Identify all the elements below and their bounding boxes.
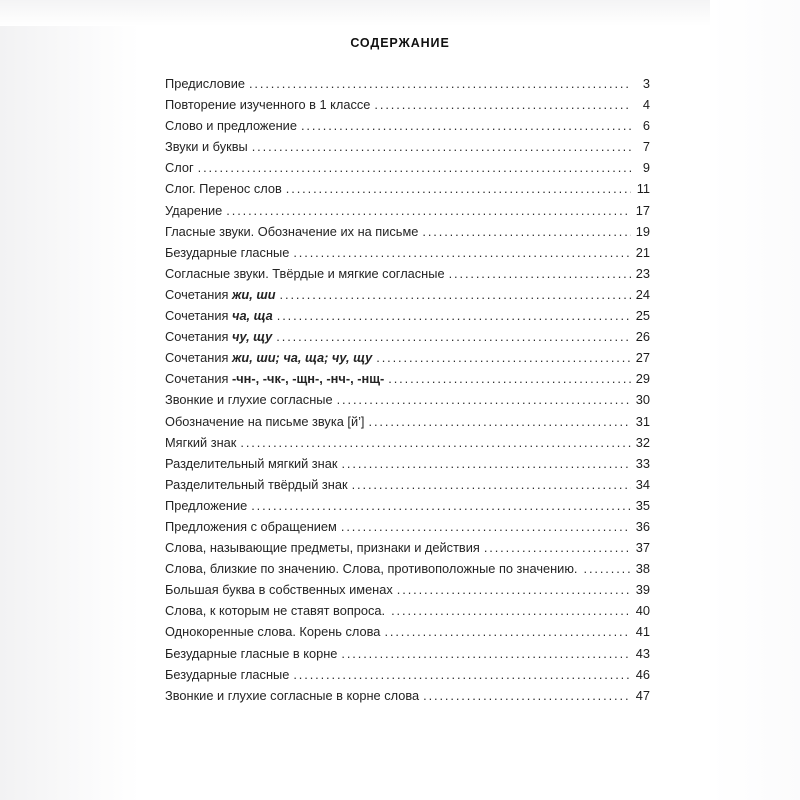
toc-entry-label: Слово и предложение — [165, 118, 297, 134]
toc-entry-label: Ударение — [165, 202, 223, 218]
toc-entry-label: Предложения с обращением — [165, 518, 337, 534]
toc-entry[interactable] — [165, 456, 650, 477]
toc-entry-label: Повторение изученного в 1 классе — [165, 97, 371, 113]
toc-leader-dots — [286, 181, 631, 194]
toc-entry[interactable] — [165, 266, 650, 287]
toc-entry[interactable] — [165, 203, 650, 224]
toc-leader-dots — [301, 118, 631, 131]
toc-entry-page-number: 26 — [635, 329, 650, 345]
toc-leader-dots — [293, 667, 631, 680]
toc-leader-dots — [583, 561, 631, 574]
toc-leader-dots — [449, 266, 631, 279]
toc-entry[interactable] — [165, 97, 650, 118]
toc-entry-label: Безударные гласные — [165, 244, 290, 260]
toc-leader-dots — [240, 435, 631, 448]
toc-entry-label: Слова, к которым не ставят вопроса. — [165, 603, 386, 619]
toc-entry[interactable] — [165, 350, 650, 371]
toc-entry[interactable] — [165, 308, 650, 329]
toc-entry-page-number: 4 — [642, 97, 650, 113]
toc-entry[interactable] — [165, 181, 650, 202]
toc-entry-page-number: 25 — [635, 308, 650, 324]
toc-entry-label: Слова, близкие по значению. Слова, противоположные по значению. — [165, 561, 578, 577]
toc-entry-label: Слог. Перенос слов — [165, 181, 282, 197]
toc-entry-emphasis: ча, ща — [231, 308, 273, 324]
toc-leader-dots — [374, 97, 631, 110]
toc-entry-label: Предисловие — [165, 76, 245, 91]
toc-leader-dots — [384, 624, 631, 637]
toc-entry-page-number: 37 — [635, 540, 650, 556]
toc-leader-dots — [341, 519, 631, 532]
toc-leader-dots — [341, 456, 631, 469]
toc-leader-dots — [280, 287, 631, 300]
toc-entry[interactable] — [165, 76, 650, 97]
toc-entry-label: Гласные звуки. Обозначение их на письме — [165, 223, 419, 239]
toc-entry-page-number: 31 — [635, 413, 650, 429]
toc-entry-page-number: 6 — [642, 118, 650, 134]
toc-entry[interactable] — [165, 118, 650, 139]
page-title: СОДЕРЖАНИЕ — [350, 36, 450, 50]
toc-leader-dots — [252, 139, 631, 152]
toc-entry-page-number: 21 — [635, 244, 650, 260]
toc-entry[interactable] — [165, 371, 650, 392]
toc-entry[interactable] — [165, 624, 650, 645]
toc-entry[interactable] — [165, 435, 650, 456]
toc-entry-label: Мягкий знак — [165, 434, 237, 450]
toc-entry-emphasis: чу, щу — [231, 329, 273, 345]
toc-entry[interactable] — [165, 646, 650, 667]
toc-leader-dots — [376, 350, 631, 363]
toc-entry[interactable] — [165, 477, 650, 498]
toc-entry-label: Согласные звуки. Твёрдые и мягкие согласные — [165, 265, 445, 281]
toc-leader-dots — [249, 76, 631, 89]
toc-entry-label: Звуки и буквы — [165, 139, 248, 155]
toc-leader-dots — [277, 308, 631, 321]
toc-entry[interactable] — [165, 603, 650, 624]
toc-entry-label: Разделительный мягкий знак — [165, 455, 338, 471]
toc-entry[interactable] — [165, 245, 650, 266]
toc-entry[interactable] — [165, 519, 650, 540]
toc-entry[interactable] — [165, 582, 650, 603]
toc-entry-page-number: 7 — [642, 139, 650, 155]
toc-entry-page-number: 36 — [635, 518, 650, 534]
toc-leader-dots — [352, 477, 631, 490]
toc-entry[interactable] — [165, 224, 650, 245]
toc-entry-page-number: 40 — [635, 603, 650, 619]
toc-entry-label: Звонкие и глухие согласные в корне слова — [165, 687, 420, 703]
toc-entry-page-number: 33 — [635, 455, 650, 471]
toc-entry-emphasis: жи, ши; ча, ща; чу, щу — [231, 350, 373, 366]
toc-entry[interactable] — [165, 392, 650, 413]
toc-entry-page-number: 23 — [635, 265, 650, 281]
toc-entry-label: Сочетания чу, щу — [165, 329, 273, 345]
toc-entry-page-number: 9 — [642, 160, 650, 176]
toc-leader-dots — [337, 392, 631, 405]
toc-entry[interactable] — [165, 561, 650, 582]
toc-leader-dots — [198, 160, 631, 173]
toc-leader-dots — [251, 498, 631, 511]
toc-leader-dots — [276, 329, 631, 342]
toc-entry[interactable] — [165, 540, 650, 561]
toc-leader-dots — [293, 245, 631, 258]
toc-entry[interactable] — [165, 688, 650, 709]
toc-entry-page-number: 32 — [635, 434, 650, 450]
toc-entry-page-number: 39 — [635, 582, 650, 598]
toc-entry-label: Однокоренные слова. Корень слова — [165, 624, 381, 640]
toc-entry[interactable] — [165, 139, 650, 160]
toc-leader-dots — [484, 540, 631, 553]
toc-leader-dots — [391, 603, 631, 616]
toc-entry[interactable] — [165, 414, 650, 435]
toc-entry-emphasis: -чн-, -чк-, -щн-, -нч-, -нщ- — [231, 371, 385, 387]
toc-entry[interactable] — [165, 329, 650, 350]
toc-entry[interactable] — [165, 498, 650, 519]
toc-leader-dots — [226, 203, 631, 216]
toc-leader-dots — [369, 414, 632, 427]
toc-entry-label: Обозначение на письме звука [й’] — [165, 413, 365, 429]
toc-leader-dots — [423, 688, 631, 701]
toc-entry-label: Сочетания -чн-, -чк-, -щн-, -нч-, -нщ- — [165, 371, 385, 387]
toc-entry[interactable] — [165, 160, 650, 181]
toc-entry-label: Безударные гласные — [165, 666, 290, 682]
toc-entry-page-number: 11 — [636, 181, 650, 197]
toc-entry-label: Разделительный твёрдый знак — [165, 476, 348, 492]
toc-entry-page-number: 17 — [635, 202, 650, 218]
toc-entry-emphasis: жи, ши — [231, 286, 276, 302]
toc-entry[interactable] — [165, 287, 650, 308]
toc-leader-dots — [422, 224, 631, 237]
toc-entry-label: Сочетания жи, ши — [165, 286, 276, 302]
toc-entry[interactable] — [165, 667, 650, 688]
toc-entry-label: Слог — [165, 160, 194, 176]
toc-entry-page-number: 27 — [635, 350, 650, 366]
toc-entry-label: Предложение — [165, 497, 248, 513]
toc-leader-dots — [388, 371, 631, 384]
toc-leader-dots — [341, 646, 631, 659]
toc-entry-label: Сочетания жи, ши; ча, ща; чу, щу — [165, 350, 373, 366]
toc-entry-page-number: 30 — [635, 392, 650, 408]
toc-leader-dots — [397, 582, 631, 595]
toc-entry-page-number: 41 — [635, 624, 650, 640]
toc-entry-page-number: 24 — [635, 286, 650, 302]
toc-entry-page-number: 34 — [635, 476, 650, 492]
toc-entry-page-number: 47 — [635, 687, 650, 703]
toc-entry-page-number: 3 — [642, 76, 650, 91]
toc-entry-label: Слова, называющие предметы, признаки и действия — [165, 540, 480, 556]
toc-entry-label: Сочетания ча, ща — [165, 308, 273, 324]
toc-entry-page-number: 35 — [635, 497, 650, 513]
toc-entry-page-number: 46 — [635, 666, 650, 682]
toc-entry-page-number: 38 — [635, 561, 650, 577]
toc-entry-label: Большая буква в собственных именах — [165, 582, 393, 598]
toc-entry-page-number: 19 — [635, 223, 650, 239]
toc-entry-label: Звонкие и глухие согласные — [165, 392, 333, 408]
toc-entry-page-number: 43 — [635, 645, 650, 661]
toc-entry-page-number: 29 — [635, 371, 650, 387]
table-of-contents-list — [165, 76, 650, 709]
toc-entry-label: Безударные гласные в корне — [165, 645, 338, 661]
